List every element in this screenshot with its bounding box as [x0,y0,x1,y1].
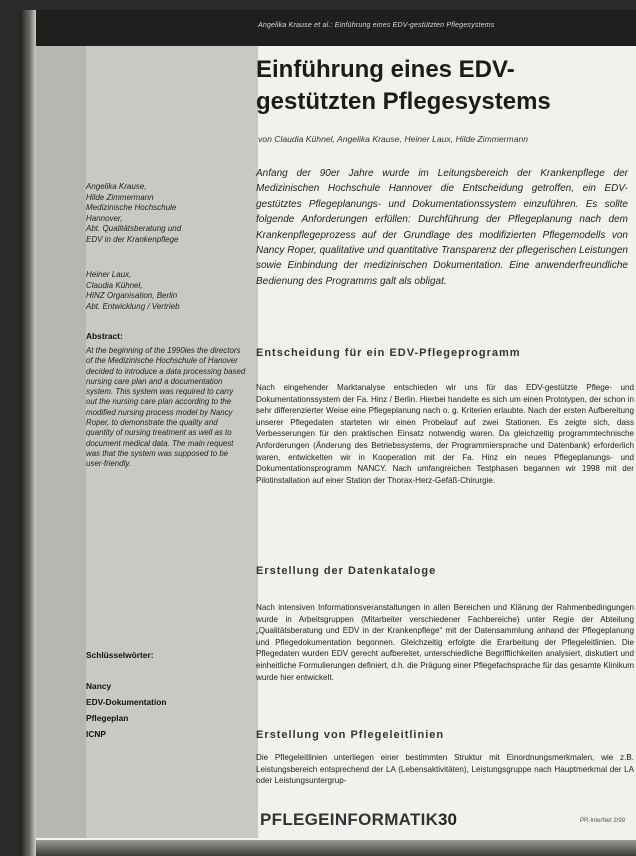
keyword-list [86,678,167,742]
title-line-2: gestützten Pflegesystems [256,88,551,115]
article-title [256,54,626,118]
affiliation-line: HINZ Organisation, Berlin [86,291,178,300]
section-heading: Entscheidung für ein EDV-Pflegeprogramm [256,347,521,359]
affiliation-line: Medizinische Hochschule [86,203,177,212]
section-body: Die Pflegeleitlinien unterliegen einer bestimmten Struktur mit Einordnungsmerkmalen, wie z.B. Leistungsbereich entsprechend der LA (Lebensaktivitäten), Leistungsgruppe nach Hauptmerkmal der LA oder Leistungsuntergrup- [256,753,634,786]
affiliation-line: EDV in der Krankenpflege [86,234,179,244]
affiliation-line: Claudia Kühnel, [86,280,143,290]
affiliation-line: Abt. Qualitätsberatung und [86,224,182,233]
section-body: Nach intensiven Informationsveranstaltungen in allen Bereichen und Klärung der Rahmenbedingungen wurde in Arbeitsgruppen (Mitarbeiter verschiedener Fachbereiche) unter Regie der Abteilung „Qualitätsberatung und EDV in der Krankenpflege“ mit der Datensammlung anhand der Pflegeplanung und Pflegedokumentation begonnen. Gleichzeitig erfolgte die Erarbeitung der Pflegeleitlinien. Die Pflegedaten wurden EDV gerecht aufbereitet, unterschiedliche Begrifflichkeiten analysiert, diskutiert und einheitliche Formulierungen definiert, d.h. die Prägung einer Pflegefachsprache für das gesamte Klinikum wurde hier entwickelt. [256,603,634,682]
affiliation-line: Angelika Krause, [86,182,147,191]
section-heading: Erstellung der Datenkataloge [256,565,437,577]
keyword-item: ICNP [86,729,107,739]
book-spine-shadow [20,10,36,856]
keywords-heading: Schlüsselwörter: [86,650,154,660]
title-line-1: Einführung eines EDV- [256,56,515,83]
journal-page [20,10,636,856]
journal-brand: PFLEGEINFORMATIK [260,810,439,829]
affiliation-line: Heiner Laux, [86,270,132,279]
abstract-heading: Abstract: [86,331,123,341]
affiliation-block [86,182,236,245]
running-head: Angelika Krause et al.: Einführung eines EDV-gestützten Pflegesystems [258,22,495,29]
affiliation-line: Hilde Zimmermann [86,192,154,202]
keyword-item: Pflegeplan [86,713,129,723]
lead-paragraph: Anfang der 90er Jahre wurde im Leitungsbereich der Krankenpflege der Medizinischen Hochschule Hannover die Entscheidung getroffen, ein EDV-gestütztes Pflegeplanungs- und Dokumentationssystem einzuführen. Es sollte folgende Anforderungen erfüllen: Durchführung der Pflegeplanung nach dem Krankenpflegeprozess auf der Grundlage des modifizierten Pflegemodells von Nancy Roper, qualitative und quantitative Transparenz der pflegerischen Leistungen sowie Einbindung der medizinischen Dokumentation. Eine anwenderfreundliche Bedienung des Programms galt als obligat. [256,168,628,287]
keyword-item: EDV-Dokumentation [86,697,167,707]
author-line: von Claudia Kühnel, Angelika Krause, Heiner Laux, Hilde Zimmermann [258,134,529,144]
keyword-item: Nancy [86,681,112,691]
affiliation-line: Hannover, [86,213,123,223]
abstract-text: At the beginning of the 1990ies the directors of the Medizinische Hochschule of Hanover decided to introduce a data processing based nursing care plan and a documentation system. This system was required to carry out the nursing care plan according to the modified nursing process model by Nancy Roper, to demonstrate the quality and quantity of nursing treatment as well as to document medical data. The main request was that the system was supposed to be user-friendly. [86,346,246,469]
affiliation-line: Abt. Entwicklung / Vertrieb [86,301,180,311]
issue-reference: PR-InterNet 2/99 [580,818,626,824]
section-body: Nach eingehender Marktanalyse entschieden wir uns für das EDV-gestützte Pflege- und Dokumentationssystem der Fa. Hinz / Berlin. Hierbei handelte es sich um einen Prototypen, der schon in sehr differenzierter Weise eine Pflegeplanung nach o. g. Kriterien erlaubte. Nach der ersten Aufbereitung unserer Pflegedaten starteten wir einen Probelauf auf zwei Stationen. Es zeigte sich, dass Verbesserungen für den praktischen Einsatz notwendig waren. Da gleichzeitig programmtechnische Anforderungen (Änderung des Betriebssystems, der Programmiersprache und Datenbank) erforderlich waren, entwickelten wir in Kooperation mit der Fa. Hinz ein neues Pflegeplanungs- und Dokumentationsprogramm NANCY. Nach umfangreichen Testphasen begannen wir 1998 mit der Pilotinstallation auf einer Station der Thorax-Herz-Gefäß-Chirurgie. [256,383,634,485]
page-number: 30 [438,810,457,829]
affiliation-block [86,270,236,312]
section-heading: Erstellung von Pflegeleitlinien [256,729,445,741]
page-bottom-edge [36,840,636,856]
